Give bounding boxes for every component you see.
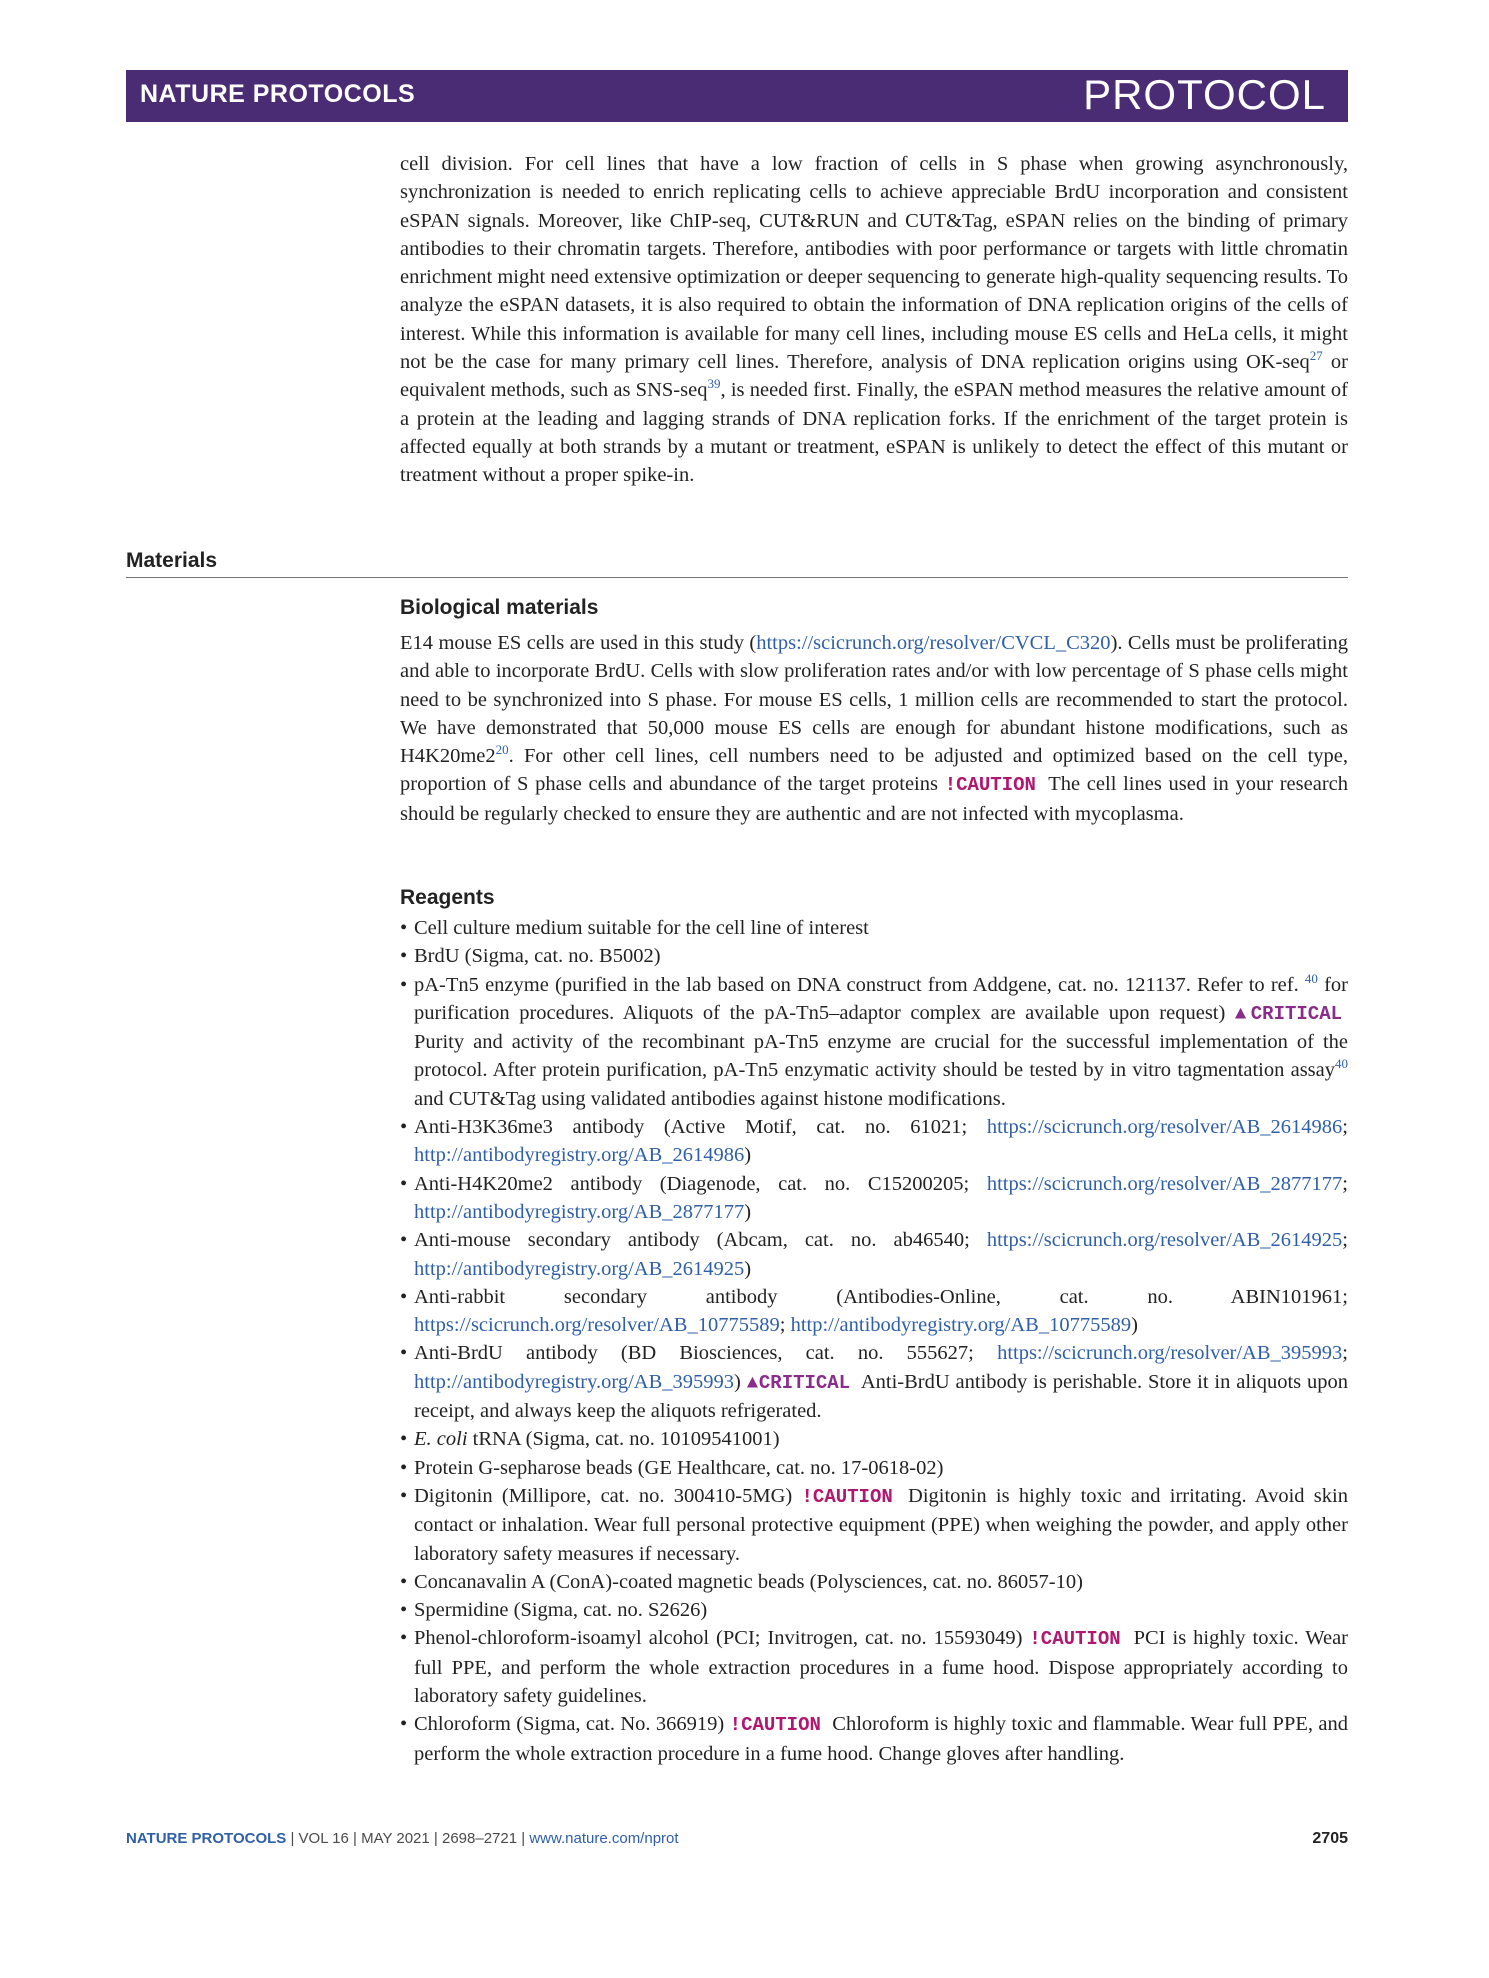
page-number: 2705 [1312,1830,1348,1847]
scicrunch-link[interactable]: https://scicrunch.org/resolver/AB_2614925 [986,1229,1343,1252]
reagent-text: ) [744,1144,752,1167]
reagent-text: BrdU (Sigma, cat. no. B5002) [414,945,661,968]
section-title-materials: Materials [126,549,218,572]
list-item [400,1454,1348,1482]
list-item [400,1596,1348,1624]
reagent-text: ) [744,1200,752,1223]
footer-separator: | [517,1830,530,1847]
reagent-text: ) [1131,1314,1138,1337]
bio-text-4: The cell lines used in your research should be regularly checked to ensure they are authentic and are not infected with mycoplasma. [400,773,1348,825]
reagent-text: ) [744,1257,752,1280]
reagent-text: Spermidine (Sigma, cat. no. S2626) [414,1599,708,1622]
reagent-text: Cell culture medium suitable for the cell line of interest [414,917,869,939]
antibodyregistry-link[interactable]: http://antibodyregistry.org/AB_395993 [414,1370,735,1393]
caution-label: !CAUTION [801,1485,893,1508]
journal-header-banner [126,70,1348,122]
scicrunch-link[interactable]: https://scicrunch.org/resolver/AB_2614986 [986,1116,1343,1139]
critical-label: ▲CRITICAL [746,1371,851,1394]
list-item [400,1226,1348,1283]
reagent-text: Chloroform is highly toxic and flammable. Wear full PPE, and perform the whole extraction procedure in a fume hood. Change gloves after handling. [414,1713,1348,1765]
ref-40[interactable]: 40 [1335,1056,1348,1072]
antibodyregistry-link[interactable]: http://antibodyregistry.org/AB_2877177 [414,1200,745,1223]
list-item [400,1624,1348,1710]
list-item [400,1283,1348,1340]
ref-39[interactable]: 39 [707,376,721,392]
caution-label: !CAUTION [729,1714,821,1737]
list-item [400,1170,1348,1227]
reagent-text: Anti-mouse secondary antibody (Abcam, cat. no. ab46540; [414,1229,987,1252]
reagent-text: Anti-rabbit secondary antibody (Antibodies-Online, cat. no. ABIN101961; [414,1285,1348,1308]
critical-label: ▲CRITICAL [1234,1002,1342,1025]
reagent-text: Anti-H4K20me2 antibody (Diagenode, cat. no. C15200205; [414,1172,987,1195]
list-item [400,914,1348,942]
reagent-text: Digitonin (Millipore, cat. no. 300410-5MG) [414,1484,802,1507]
reagent-text: pA-Tn5 enzyme (purified in the lab based on DNA construct from Addgene, cat. no. 121137. Refer to ref. [414,973,1305,996]
reagent-text: Concanavalin A (ConA)-coated magnetic beads (Polysciences, cat. no. 86057-10) [414,1570,1083,1593]
reagent-text: Purity and activity of the recombinant pA-Tn5 enzyme are crucial for the successful implementation of the protocol. After protein purification, pA-Tn5 enzymatic activity should be tested by in vitro tagmentation assay [414,1031,1348,1082]
bio-text-1: E14 mouse ES cells are used in this study ( [400,632,757,654]
ref-27[interactable]: 27 [1309,348,1323,364]
reagent-text: for purification procedures. Aliquots of the pA-Tn5–adaptor complex are available upon request) [414,973,1349,1024]
subsection-title-reagents: Reagents [400,886,495,909]
reagent-text: Phenol-chloroform-isoamyl alcohol (PCI; Invitrogen, cat. no. 15593049) [414,1627,1030,1650]
list-item [400,1113,1348,1170]
footer-url-link[interactable]: www.nature.com/nprot [529,1830,679,1847]
reagent-text: ; [1342,1229,1348,1252]
reagents-list [400,914,1348,1768]
cell-line-link[interactable]: https://scicrunch.org/resolver/CVCL_C320 [756,632,1111,654]
footer-journal: NATURE PROTOCOLS [126,1830,287,1847]
intro-paragraph [400,150,1348,490]
subsection-title-biological-materials: Biological materials [400,596,599,619]
reagent-text: Anti-BrdU antibody is perishable. Store it in aliquots upon receipt, and always keep the aliquots refrigerated. [414,1370,1349,1423]
scicrunch-link[interactable]: https://scicrunch.org/resolver/AB_395993 [997,1342,1343,1365]
list-item [400,1425,1348,1453]
list-item [400,971,1348,1113]
list-item [400,1568,1348,1596]
scicrunch-link[interactable]: https://scicrunch.org/resolver/AB_10775589 [414,1314,780,1337]
reagent-text: Digitonin is highly toxic and irritating. Avoid skin contact or inhalation. Wear full personal protective equipment (PPE) when weighing the powder, and apply other laboratory safety measures if necessary. [414,1484,1348,1565]
bio-text-2: ). Cells must be proliferating and able to incorporate BrdU. Cells with slow proliferation rates and/or with low percentage of S phase cells might need to be synchronized into S phase. For mouse ES cells, 1 million cells are recommended to start the protocol. We have demonstrated that 50,000 mouse ES cells are enough for abundant histone modifications, such as H4K20me2 [400,632,1348,768]
footer-separator: | [429,1830,442,1847]
footer-date: MAY 2021 [361,1830,430,1847]
species-name: E. coli [414,1428,468,1451]
reagent-text: ; [779,1314,791,1337]
section-rule [126,577,1348,578]
ref-20[interactable]: 20 [495,742,509,758]
bio-text-3: . For other cell lines, cell numbers need to be adjusted and optimized based on the cell type, proportion of S phase cells and abundance of the target proteins [400,745,1348,796]
reagent-text: ; [1342,1172,1348,1195]
list-item [400,1482,1348,1568]
list-item [400,942,1348,970]
caution-label: !CAUTION [1029,1628,1121,1651]
footer-volume: VOL 16 [298,1830,349,1847]
reagent-text: and CUT&Tag using validated antibodies against histone modifications. [414,1087,1006,1110]
footer-separator: | [348,1830,362,1847]
scicrunch-link[interactable]: https://scicrunch.org/resolver/AB_2877177 [986,1172,1343,1195]
list-item [400,1339,1348,1425]
footer-pages: 2698–2721 [441,1830,518,1847]
ref-40[interactable]: 40 [1304,970,1318,986]
reagent-text: Chloroform (Sigma, cat. No. 366919) [414,1713,730,1736]
reagent-text: tRNA (Sigma, cat. no. 10109541001) [467,1428,780,1451]
antibodyregistry-link[interactable]: http://antibodyregistry.org/AB_10775589 [790,1314,1132,1337]
reagent-text: Anti-BrdU antibody (BD Biosciences, cat. no. 555627; [414,1342,998,1365]
reagent-text: Anti-H3K36me3 antibody (Active Motif, cat. no. 61021; [414,1116,987,1139]
intro-text-3: , is needed first. Finally, the eSPAN method measures the relative amount of a protein at the leading and lagging strands of DNA replication forks. If the enrichment of the target protein is affected equally at both strands by a mutant or treatment, eSPAN is unlikely to detect the effect of this mutant or treatment without a proper spike-in. [400,379,1348,487]
article-type: PROTOCOL [1083,71,1326,118]
biological-materials-paragraph [400,629,1348,828]
intro-text-1: cell division. For cell lines that have a low fraction of cells in S phase when growing asynchronously, synchronization is needed to enrich replicating cells to achieve appreciable BrdU incorporation and consistent eSPAN signals. Moreover, like ChIP-seq, CUT&RUN and CUT&Tag, eSPAN relies on the binding of primary antibodies to their chromatin targets. Therefore, antibodies with poor performance or targets with little chromatin enrichment might need extensive optimization or deeper sequencing to generate high-quality sequencing results. To analyze the eSPAN datasets, it is also required to obtain the information of DNA replication origins of the cells of interest. While this information is available for many cell lines, including mouse ES cells and HeLa cells, it might not be the case for many primary cell lines. Therefore, analysis of DNA replication origins using OK-seq [400,153,1348,374]
list-item [400,1710,1348,1768]
reagent-text: ; [1342,1342,1348,1365]
journal-name: NATURE PROTOCOLS [140,80,416,108]
reagent-text: PCI is highly toxic. Wear full PPE, and perform the whole extraction procedures in a fume hood. Dispose appropriately according to laboratory safety guidelines. [414,1627,1349,1708]
caution-label: !CAUTION [944,774,1036,797]
antibodyregistry-link[interactable]: http://antibodyregistry.org/AB_2614925 [414,1257,745,1280]
reagent-text: Protein G-sepharose beads (GE Healthcare, cat. no. 17-0618-02) [414,1456,944,1479]
intro-text-2: or equivalent methods, such as SNS-seq [400,351,1348,402]
reagent-text: ) [734,1370,747,1393]
footer-separator: | [286,1830,299,1847]
reagent-text: ; [1342,1116,1348,1139]
page-footer [126,1830,1348,1854]
antibodyregistry-link[interactable]: http://antibodyregistry.org/AB_2614986 [414,1144,745,1167]
